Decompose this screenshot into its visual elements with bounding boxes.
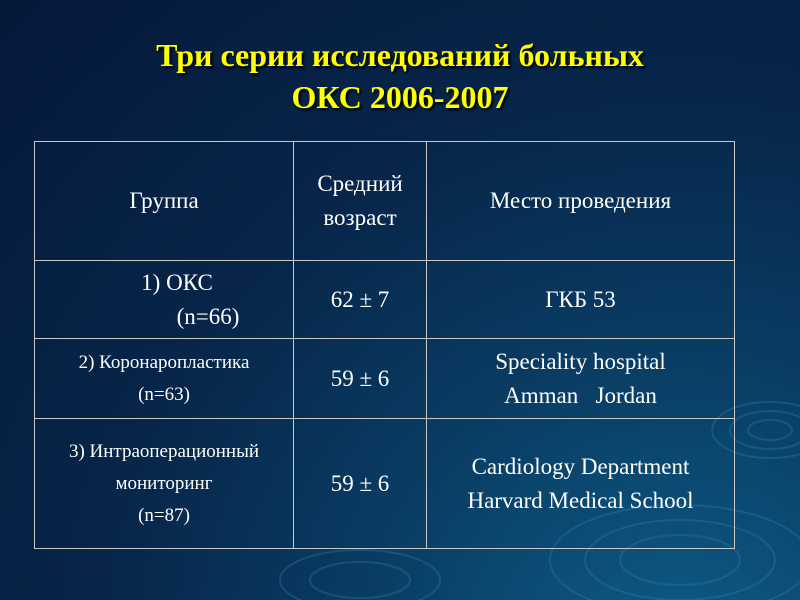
age-cell: [294, 419, 427, 549]
header-place: Место проведения: [489, 188, 672, 213]
slide-title-line2: ОКС 2006-2007: [291, 79, 509, 115]
place-cell: [427, 261, 735, 339]
group-count: (n=66): [176, 303, 240, 329]
header-age-cell: [294, 142, 427, 261]
age-value: 59 ± 6: [330, 470, 390, 496]
group-label: 3) Интраоперационный: [68, 440, 260, 462]
table-row: [35, 339, 735, 419]
study-series-table: [34, 141, 735, 549]
group-count: (n=87): [138, 504, 190, 526]
group-count: (n=63): [138, 383, 190, 405]
age-cell: [294, 261, 427, 339]
place-line1: Speciality hospital: [495, 348, 666, 374]
slide-title: [0, 34, 800, 118]
table-row: [35, 261, 735, 339]
place-cell: [427, 419, 735, 549]
place-line1: ГКБ 53: [545, 286, 616, 312]
place-line1: Cardiology Department: [471, 453, 690, 479]
table-row: [35, 419, 735, 549]
group-label-cont: мониторинг: [115, 472, 213, 494]
table-header-row: [35, 142, 735, 261]
header-age-line1: Средний: [317, 171, 403, 196]
group-label: 2) Коронаропластика: [78, 351, 250, 373]
place-line2: Harvard Medical School: [467, 487, 694, 513]
group-label: 1) ОКС: [141, 269, 213, 295]
header-age-line2: возраст: [323, 205, 397, 230]
age-value: 59 ± 6: [330, 365, 390, 391]
group-cell: [35, 419, 294, 549]
place-line2: Amman Jordan: [504, 382, 657, 408]
slide-title-line1: Три серии исследований больных: [156, 37, 644, 73]
header-group: Группа: [129, 188, 199, 213]
header-group-cell: [35, 142, 294, 261]
group-cell: [35, 339, 294, 419]
place-cell: [427, 339, 735, 419]
age-cell: [294, 339, 427, 419]
header-place-cell: [427, 142, 735, 261]
age-value: 62 ± 7: [330, 286, 390, 312]
group-cell: [35, 261, 294, 339]
